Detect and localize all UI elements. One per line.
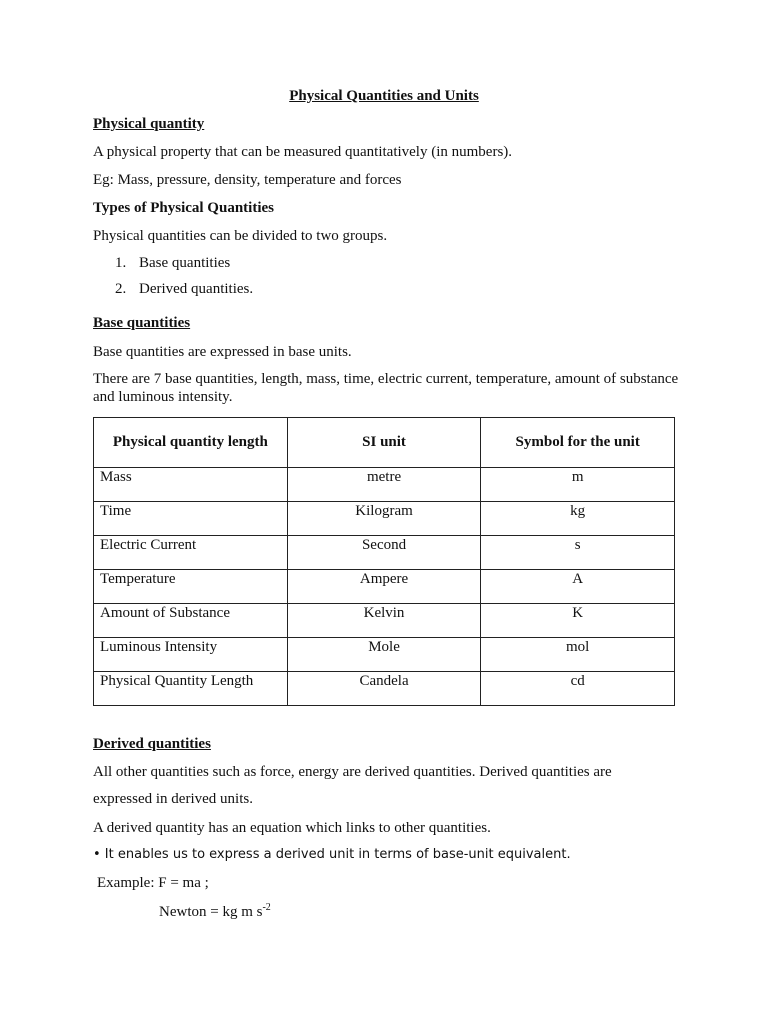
table-header: Physical quantity length	[94, 418, 288, 468]
physical-quantity-definition: A physical property that can be measured quantitatively (in numbers).	[93, 144, 513, 160]
list-number: 2.	[115, 281, 127, 297]
table-cell: Luminous Intensity	[94, 638, 288, 672]
newton-equation	[159, 903, 271, 921]
table-cell: Mass	[94, 468, 288, 502]
page-title: Physical Quantities and Units	[289, 88, 479, 104]
table-cell: Physical Quantity Length	[94, 672, 288, 706]
table-row	[94, 502, 675, 536]
table-cell: kg	[481, 502, 675, 536]
table-cell: Mole	[287, 638, 481, 672]
list-text: Derived quantities.	[139, 281, 254, 297]
table-cell: K	[481, 604, 675, 638]
heading-derived-quantities: Derived quantities	[93, 736, 211, 752]
newton-text: Newton = kg m s	[159, 904, 263, 920]
types-intro: Physical quantities can be divided to two groups.	[93, 228, 388, 244]
table-cell: A	[481, 570, 675, 604]
derived-line-1: All other quantities such as force, energy are derived quantities. Derived quantities are	[93, 764, 612, 780]
heading-physical-quantity: Physical quantity	[93, 116, 205, 132]
derived-bullet: • It enables us to express a derived unit in terms of base-unit equivalent.	[93, 847, 571, 862]
table-cell: mol	[481, 638, 675, 672]
table-row	[94, 604, 675, 638]
table-row	[94, 570, 675, 604]
table-row	[94, 672, 675, 706]
table-cell: Ampere	[287, 570, 481, 604]
table-cell: Kelvin	[287, 604, 481, 638]
table-row	[94, 536, 675, 570]
list-item	[115, 280, 253, 298]
table-row	[94, 638, 675, 672]
table-header-row	[94, 418, 675, 468]
list-number: 1.	[115, 255, 127, 271]
list-item	[115, 254, 230, 272]
table-cell: cd	[481, 672, 675, 706]
table-cell: Candela	[287, 672, 481, 706]
table-cell: metre	[287, 468, 481, 502]
table-cell: Electric Current	[94, 536, 288, 570]
base-line-1: Base quantities are expressed in base units.	[93, 344, 352, 360]
physical-quantity-example: Eg: Mass, pressure, density, temperature and forces	[93, 172, 402, 188]
table-cell: m	[481, 468, 675, 502]
table-cell: Second	[287, 536, 481, 570]
table-cell: Kilogram	[287, 502, 481, 536]
list-text: Base quantities	[139, 255, 231, 271]
derived-line-2: expressed in derived units.	[93, 791, 253, 807]
heading-types: Types of Physical Quantities	[93, 200, 274, 216]
newton-exponent: -2	[262, 902, 271, 913]
units-table	[93, 417, 675, 706]
table-cell: Amount of Substance	[94, 604, 288, 638]
table-header: SI unit	[287, 418, 481, 468]
table-header: Symbol for the unit	[481, 418, 675, 468]
heading-base-quantities: Base quantities	[93, 315, 191, 331]
derived-line-3: A derived quantity has an equation which links to other quantities.	[93, 820, 491, 836]
derived-example: Example: F = ma ;	[97, 875, 209, 891]
table-cell: Time	[94, 502, 288, 536]
table-row	[94, 468, 675, 502]
table-cell: Temperature	[94, 570, 288, 604]
table-cell: s	[481, 536, 675, 570]
base-line-2: There are 7 base quantities, length, mass, time, electric current, temperature, amount of substance and luminous intensity.	[93, 371, 679, 405]
